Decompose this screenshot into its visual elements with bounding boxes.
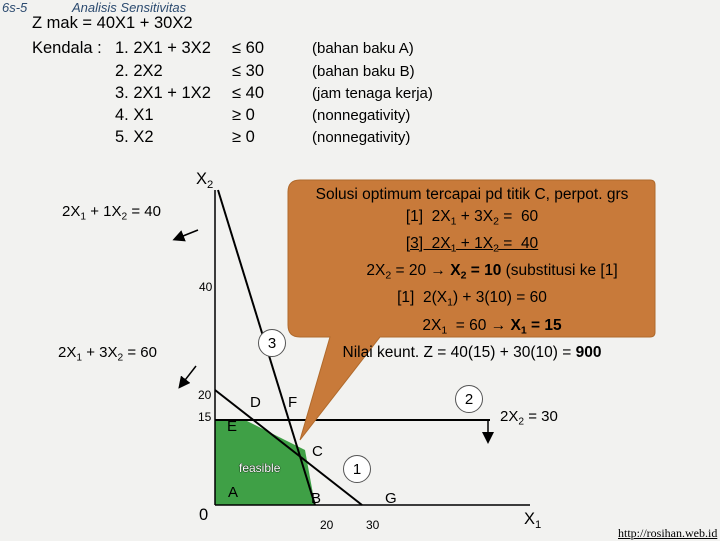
constraint-5-lhs: 5. X2	[115, 128, 154, 146]
y-axis-label: $X_2$	[196, 170, 214, 191]
x-axis-label: $X_1$	[524, 510, 542, 531]
feasible-region-label: feasible	[239, 461, 281, 475]
line3-label: $2X_1 + 1X_2 = 40$	[62, 203, 161, 223]
y-tick-15: 15	[198, 410, 212, 424]
line1-label: $2X_1 + 3X_2 = 60$	[58, 344, 157, 364]
y-tick-40: 40	[199, 280, 213, 294]
constraint-2-rel: ≤ 30	[232, 62, 264, 80]
constraint-1-note: (bahan baku A)	[312, 40, 414, 57]
callout-line-3: [3] $2X_1 + 1X_2 = 40$	[405, 234, 539, 255]
callout-line-4: $2X_2 = 20 \to X_2 = 10$ (substitusi ke [1]	[366, 262, 618, 282]
line3-direction-arrow	[178, 230, 198, 238]
x-tick-30: 30	[366, 518, 380, 532]
line2-label: $2X_2 = 30$	[500, 408, 558, 428]
point-d: D	[250, 394, 261, 411]
point-g: G	[385, 490, 397, 507]
origin-label: 0	[199, 506, 209, 524]
constraint-1-lhs: 1. 2X1 + 3X2	[115, 39, 211, 57]
callout-text	[290, 184, 654, 364]
constraint-3-note: (jam tenaga kerja)	[312, 85, 433, 102]
callout-line-5: [1] $2(X_1) + 3(10) = 60$	[397, 289, 547, 310]
constraint-1-rel: ≤ 60	[232, 39, 264, 57]
slide-number: 6s-5	[2, 0, 28, 15]
constraint-3-lhs: 3. 2X1 + 1X2	[115, 84, 211, 102]
constraint-5-rel: ≥ 0	[232, 128, 255, 146]
constraint-5-note: (nonnegativity)	[312, 129, 411, 146]
constraint-2-lhs: 2. 2X2	[115, 62, 163, 80]
constraint-number-1: 1	[343, 455, 371, 483]
constraint-4-lhs: 4. X1	[115, 106, 154, 124]
point-c: C	[312, 443, 323, 460]
constraint-label: Kendala :	[32, 39, 102, 57]
line1-direction-arrow	[182, 366, 196, 384]
y-tick-20: 20	[198, 388, 212, 402]
constraint-number-2: 2	[455, 385, 483, 413]
x-tick-20: 20	[320, 518, 334, 532]
callout-line-6: $2X_1 = 60 \to X_1 = 15$	[422, 316, 562, 337]
constraint-2-note: (bahan baku B)	[312, 63, 415, 80]
constraint-4-rel: ≥ 0	[232, 106, 255, 124]
point-b: B	[311, 490, 322, 507]
point-f: F	[288, 394, 298, 411]
constraint-3-rel: ≤ 40	[232, 84, 264, 102]
callout-line-7: Nilai keunt. Z = 40(15) + 30(10) = 900	[342, 344, 602, 361]
slide-title: Analisis Sensitivitas	[72, 0, 187, 15]
constraint-number-3: 3	[258, 329, 286, 357]
point-e: E	[227, 418, 238, 435]
constraint-4-note: (nonnegativity)	[312, 107, 411, 124]
callout-line-2: [1] $2X_1 + 3X_2 = 60$	[405, 207, 539, 228]
objective-function: Z mak = 40X1 + 30X2	[32, 14, 193, 32]
point-a: A	[228, 484, 239, 501]
callout-line-1: Solusi optimum tercapai pd titik C, perpot. grs	[315, 186, 629, 203]
footer-url[interactable]: http://rosihan.web.id	[618, 526, 718, 540]
